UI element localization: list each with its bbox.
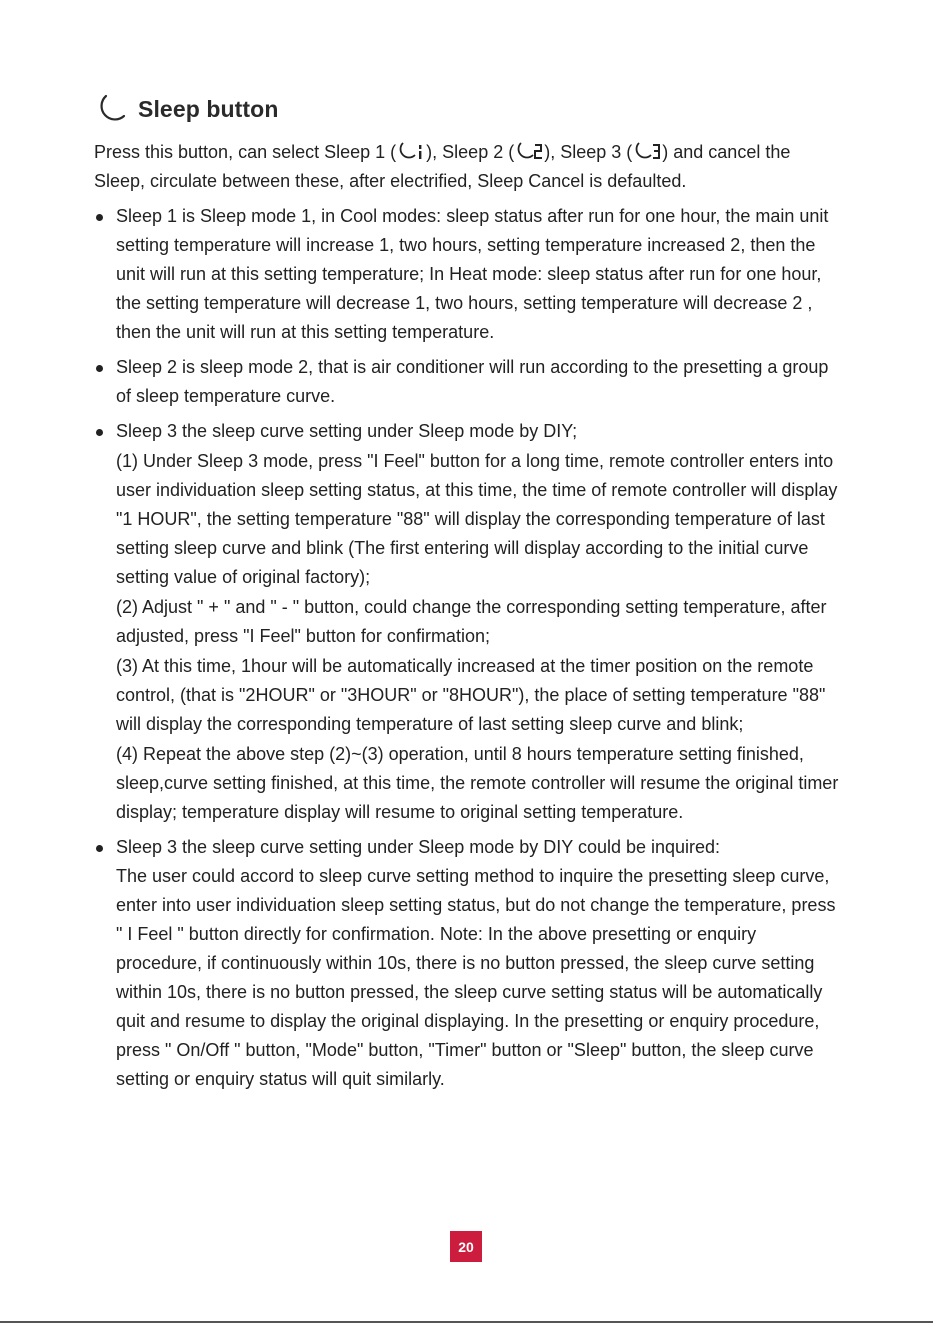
step-2: (2) Adjust " + " and " - " button, could change the corresponding setting temperature, after adjusted, press "I Feel" button for confirmation; — [116, 597, 827, 646]
sleep-3-icon — [632, 141, 662, 161]
intro-text-3: ), Sleep 3 ( — [544, 142, 633, 162]
bullet-sleep-1 — [94, 202, 840, 347]
intro-paragraph — [94, 138, 840, 196]
intro-text-2: ), Sleep 2 ( — [426, 142, 515, 162]
bullet-text: Sleep 2 is sleep mode 2, that is air conditioner will run according to the presetting a group of sleep temperature curve. — [116, 357, 829, 406]
sleep-2-icon — [514, 141, 544, 161]
moon-icon — [94, 92, 128, 126]
intro-text-4: ) and cancel the Sleep, circulate between these, after electrified, Sleep Cancel is defaulted. — [94, 142, 791, 191]
inquiry-paragraph: The user could accord to sleep curve setting method to inquire the presetting sleep curve, enter into user individuation sleep setting status, but do not change the temperature, press " I Feel " button directly for confirmation. Note: In the above presetting or enquiry procedure, if continuously within 10s, there is no button pressed, the sleep curve setting within 10s, there is no button pressed, the sleep curve setting status will be automatically quit and resume to display the original displaying. In the presetting or enquiry procedure, press " On/Off " button, "Mode" button, "Timer" button or "Sleep" button, the sleep curve setting or enquiry status will quit similarly. — [116, 866, 836, 1089]
intro-text-1: Press this button, can select Sleep 1 ( — [94, 142, 397, 162]
bullet-sleep-3-inquiry — [94, 833, 840, 1094]
bottom-divider — [0, 1321, 933, 1323]
bullet-sleep-3-diy — [94, 417, 840, 827]
section-title: Sleep button — [138, 95, 279, 122]
bullet-text: Sleep 3 the sleep curve setting under Sleep mode by DIY could be inquired: — [116, 837, 721, 857]
step-3: (3) At this time, 1hour will be automatically increased at the timer position on the remote control, (that is "2HOUR" or "3HOUR" or "8HOUR"), the place of setting temperature "88" will display the corresponding temperature of last setting sleep curve and blink; — [116, 656, 826, 734]
page-number-badge: 20 — [450, 1231, 482, 1262]
sleep-1-icon — [396, 141, 426, 161]
bullet-list — [94, 202, 840, 1094]
step-4: (4) Repeat the above step (2)~(3) operation, until 8 hours temperature setting finished, sleep,curve setting finished, at this time, the remote controller will resume the original timer display; temperature display will resume to original setting temperature. — [116, 744, 839, 822]
step-1: (1) Under Sleep 3 mode, press "I Feel" button for a long time, remote controller enters into user individuation sleep setting status, at this time, the time of remote controller will display "1 HOUR", the setting temperature "88" will display the corresponding temperature of last setting sleep curve and blink (The first entering will display according to the initial curve setting value of original factory); — [116, 451, 838, 587]
bullet-text: Sleep 1 is Sleep mode 1, in Cool modes: sleep status after run for one hour, the main unit setting temperature will increase 1, two hours, setting temperature increased 2, then the unit will run at this setting temperature; In Heat mode: sleep status after run for one hour, the setting temperature will decrease 1, two hours, setting temperature will decrease 2 , then the unit will run at this setting temperature. — [116, 206, 829, 342]
bullet-text: Sleep 3 the sleep curve setting under Sleep mode by DIY; — [116, 421, 578, 441]
section-body — [94, 138, 840, 1100]
bullet-sleep-2 — [94, 353, 840, 411]
section-heading — [94, 92, 278, 126]
